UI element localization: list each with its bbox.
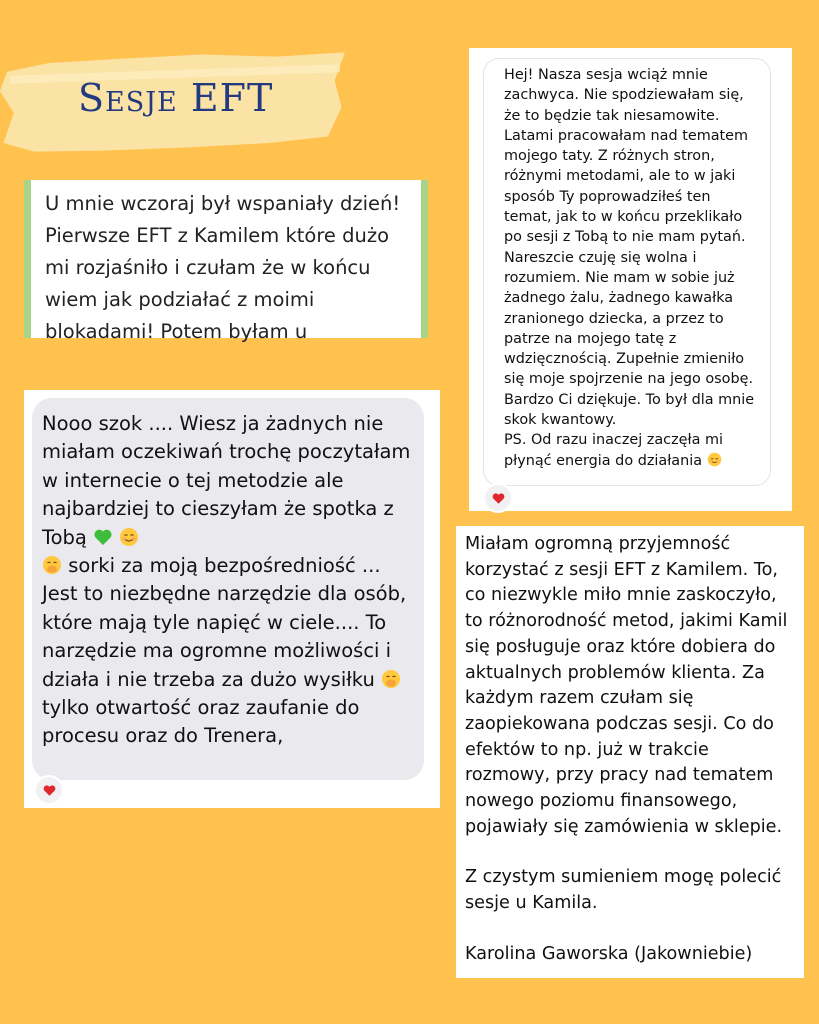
testimonial-2-paragraph-1: Hej! Nasza sesja wciąż mnie zachwyca. Nie spodziewałam się, że to będzie tak niesamowite. Latami pracowałam nad tematem mojego taty. Z różnych stron, różnymi metodami, ale to w jaki sposób Ty poprowadziłeś ten temat, jak to w końcu przeklikało po sesji z Tobą to nie mam pytań. Nareszcie czuję się wolna i rozumiem. Nie mam w sobie już żadnego żalu, żadnego kawałka zranionego dziecka, a przez to patrze na mojego tatę z wdzięcznością. Zupełnie zmieniło się moje spojrzenie na jego osobę. Bardzo Ci dziękuje. To był dla mnie skok kwantowy. — [504, 67, 755, 429]
page-title: Sesje EFT — [78, 76, 274, 120]
hand-over-mouth-face-icon — [42, 555, 62, 575]
testimonial-2-ps-text: PS. Od razu inaczej zaczęła mi płynąć energia do działania — [504, 432, 724, 469]
testimonial-3-part-2: sorki za moją bezpośredniość ... Jest to niezbędne narzędzie dla osób, które mają tyle napięć w ciele.... To narzędzie ma ogromne możliwości i działa i nie trzeba za dużo wysiłku — [42, 554, 407, 691]
testimonial-4-paragraph-2: Z czystym sumieniem mogę polecić sesje u Kamila. — [465, 867, 782, 914]
testimonial-2-paragraph-2 — [504, 430, 760, 471]
message-bubble — [32, 398, 424, 780]
smiling-face-icon — [119, 527, 139, 547]
red-heart-icon — [42, 783, 57, 798]
reaction-badge[interactable] — [483, 483, 513, 513]
testimonial-3-part-3: tylko otwartość oraz zaufanie do procesu oraz do Trenera, — [42, 696, 360, 748]
testimonial-card-4 — [456, 526, 804, 978]
green-heart-icon — [93, 527, 113, 547]
testimonial-4-paragraph-1: Miałam ogromną przyjemność korzystać z sesji EFT z Kamilem. To, co niezwykle miło mnie zaskoczyło, to różnorodność metod, jakimi Kamil się posługuje oraz które dobiera do aktualnych problemów klienta. Za każdym razem czułam się zaopiekowana podczas sesji. Co do efektów to np. już w trakcie rozmowy, przy pracy nad tematem nowego poziomu finansowego, pojawiały się zamówienia w sklepie. — [465, 534, 788, 837]
reaction-badge[interactable] — [34, 775, 64, 805]
testimonial-3-part-1: Nooo szok .... Wiesz ja żadnych nie miałam oczekiwań trochę poczytałam w internecie o tej metodzie ale najbardziej to cieszyłam że spotka z Tobą — [42, 412, 411, 549]
red-heart-icon — [491, 491, 506, 506]
relieved-face-icon — [707, 452, 722, 467]
testimonial-4-author: Karolina Gaworska (Jakowniebie) — [465, 943, 753, 964]
testimonial-1-text: U mnie wczoraj był wspaniały dzień! Pierwsze EFT z Kamilem które dużo mi rozjaśniło i czułam że w końcu wiem jak podziałać z moimi blokadami! Potem byłam u — [45, 192, 401, 343]
paragraph-gap — [465, 840, 796, 865]
testimonial-card-3 — [24, 390, 440, 808]
testimonial-card-1 — [24, 180, 428, 343]
hand-over-mouth-face-icon — [381, 669, 401, 689]
testimonial-card-2 — [469, 48, 792, 511]
paragraph-gap — [465, 917, 796, 942]
testimonial-3-text — [42, 410, 416, 751]
message-bubble — [483, 58, 771, 486]
